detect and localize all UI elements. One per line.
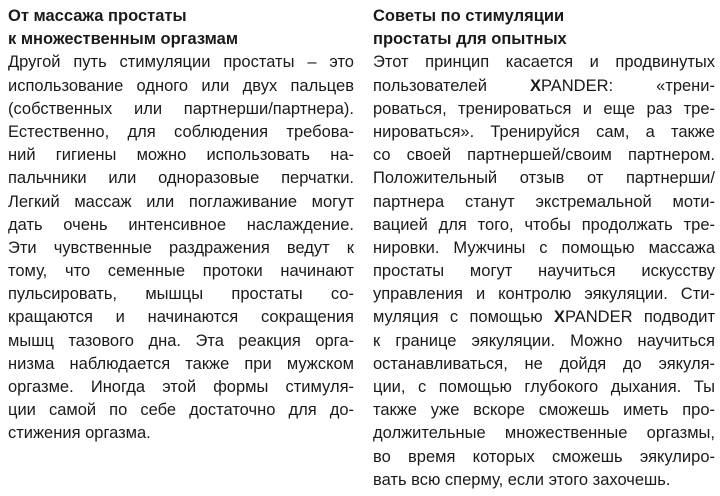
text-line: оргазме. Иногда этой формы стимуля- (8, 378, 354, 396)
text-segment: к границе эякуляции. Можно научиться (373, 331, 715, 350)
text-line: ции самой по себе достаточно для до- (8, 401, 354, 420)
left-heading (8, 5, 354, 51)
text-segment: простаты могут научиться искусству (373, 262, 715, 281)
text-segment: муляция с помощью (373, 308, 554, 327)
text-line (373, 283, 715, 306)
text-line (373, 237, 715, 260)
text-line: кращаются и начинаются сокращения (8, 308, 354, 327)
brand-letter: X (529, 76, 541, 95)
text-line: мышц тазового дна. Эта реакция орга- (8, 331, 354, 350)
text-segment: управления и контролю эякуляции. Сти- (373, 285, 715, 304)
brand-letter: X (553, 308, 565, 327)
left-column (8, 5, 354, 446)
text-line: стижения оргазма. (8, 424, 151, 443)
text-segment: PANDER подводит (564, 308, 716, 327)
text-line (373, 51, 715, 74)
text-segment: партнера станут экстремальной моти- (373, 192, 715, 211)
text-segment: нироваться». Тренируйся сам, а также (373, 122, 715, 141)
text-line: использование одного или двух пальцев (8, 76, 354, 95)
text-line: ний гигиены можно использовать на- (8, 146, 354, 165)
text-line (373, 260, 715, 283)
left-body-text (8, 51, 354, 445)
text-line: низма наблюдается также при мужском (8, 354, 354, 373)
text-segment: останавливаться, не дойдя до эякуля- (373, 354, 715, 373)
right-body-text (373, 51, 715, 492)
text-line (373, 191, 715, 214)
text-line: Естественно, для соблюдения требова- (8, 122, 354, 141)
text-segment: вать всю сперму, если этого захочешь. (373, 470, 671, 489)
text-line (373, 144, 715, 167)
text-line (373, 121, 715, 144)
text-line (373, 422, 715, 445)
text-line (373, 446, 715, 469)
left-heading-line-1: От массажа простаты (8, 7, 187, 25)
text-segment: Положительный отзыв от партнерши/ (373, 169, 715, 188)
text-segment: со своей партнершей/своим партнером. (373, 146, 715, 165)
right-heading-line-1: Советы по стимуляции (373, 7, 565, 25)
text-segment: нировки. Мужчины с помощью массажа (373, 238, 715, 257)
text-segment: вацией для того, чтобы продолжать тре- (373, 215, 715, 234)
text-segment: ции, с помощью глубокого дыхания. Ты (373, 378, 715, 396)
text-line (373, 167, 715, 190)
text-line (373, 214, 715, 237)
text-line (373, 376, 715, 399)
text-segment: также уже вскоре сможешь иметь про- (373, 401, 715, 420)
text-segment: пользователей (373, 76, 530, 95)
text-line (373, 98, 715, 121)
text-segment: PANDER: «трени- (540, 76, 716, 95)
text-line (373, 399, 715, 422)
text-line (373, 353, 715, 376)
text-line: пальчники или одноразовые перчатки. (8, 169, 354, 188)
right-heading-line-2: простаты для опытных (373, 30, 567, 49)
text-segment: должительные множественные оргазмы, (373, 424, 715, 443)
text-segment: во время которых сможешь эякулиро- (373, 447, 715, 466)
text-line: пульсировать, мышцы простаты со- (8, 285, 354, 304)
text-line: тому, что семенные протоки начинают (8, 262, 354, 281)
text-line: Эти чувственные раздражения ведут к (8, 238, 354, 257)
text-line (373, 306, 715, 329)
left-heading-line-2: к множественным оргазмам (8, 30, 239, 49)
text-segment: роваться, тренироваться и еще раз тре- (373, 99, 715, 118)
text-line (373, 330, 715, 353)
right-column (373, 5, 715, 492)
text-segment: Этот принцип касается и продвинутых (373, 53, 715, 72)
text-line: дать очень интенсивное наслаждение. (8, 215, 354, 234)
text-line: (собственных или партнерши/партнера). (8, 99, 354, 118)
text-line (373, 469, 715, 492)
text-line: Легкий массаж или поглаживание могут (8, 192, 354, 211)
text-line (373, 75, 715, 98)
right-heading (373, 5, 715, 51)
text-line: Другой путь стимуляции простаты – это (8, 53, 354, 72)
